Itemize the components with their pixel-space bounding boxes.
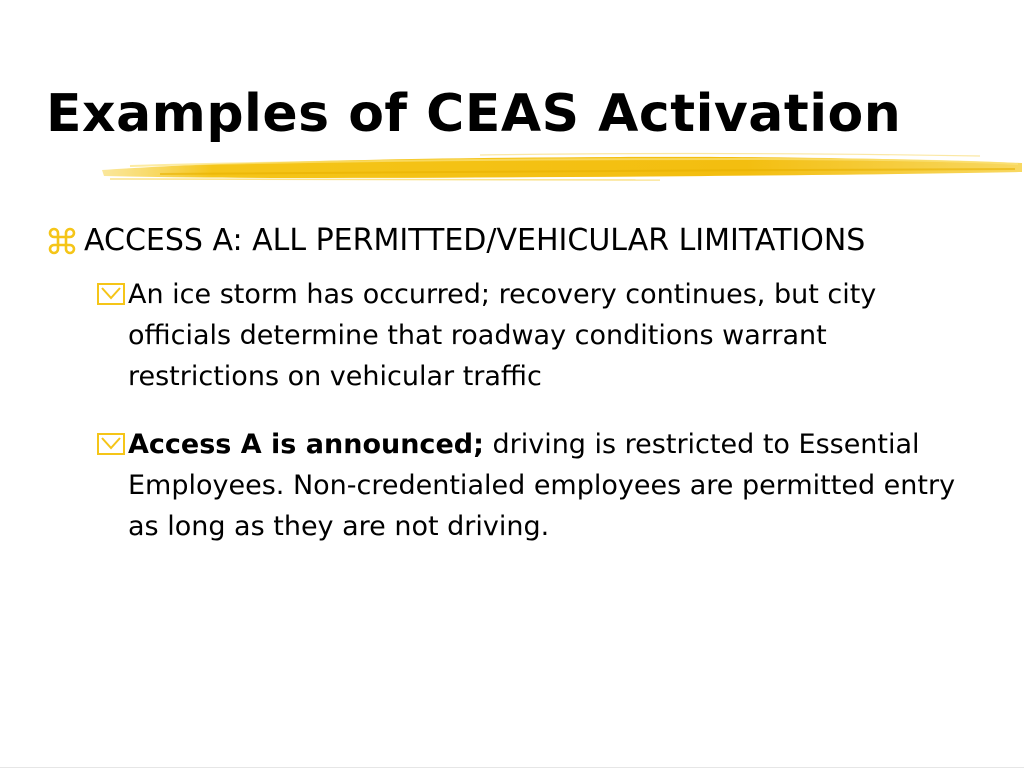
title-underline-brush-stroke: [100, 150, 1024, 186]
sub-bullet-bold-text: Access A is announced;: [128, 429, 484, 460]
sub-bullet-text: An ice storm has occurred; recovery continues, but city officials determine that roadway conditions warrant restrictions on vehicular traffic: [128, 279, 877, 392]
command-key-icon: [46, 225, 78, 257]
sub-bullet-text: driving is restricted to Essential Employees. Non-credentialed employees are permitted entry as long as they are not driving.: [128, 429, 956, 542]
bullet-level-2: [97, 274, 986, 397]
slide-title: Examples of CEAS Activation: [46, 84, 902, 144]
slide-body: [46, 222, 986, 574]
checkbox-check-icon: [97, 283, 125, 305]
bullet-level-2: [97, 424, 986, 547]
checkbox-check-icon: [97, 433, 125, 455]
bullet-text: ACCESS A: ALL PERMITTED/VEHICULAR LIMITATIONS: [84, 223, 866, 258]
bullet-level-1: [46, 222, 986, 260]
